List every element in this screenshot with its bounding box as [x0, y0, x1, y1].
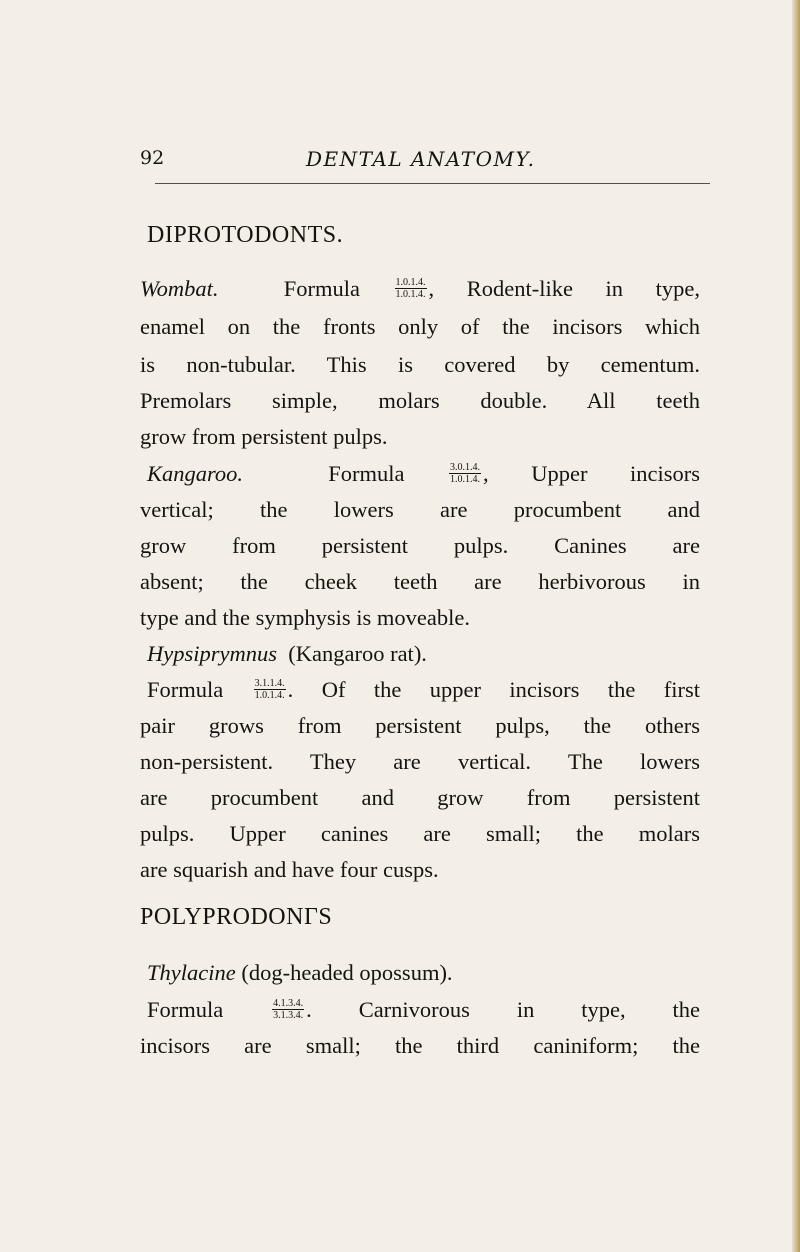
text-line: enamel on the fronts only of the incisors which	[140, 314, 700, 339]
header-rule	[155, 183, 710, 184]
dental-formula-hypsiprymnus: $\frac{3.1.1.4.}{1.0.1.4.}$	[254, 678, 285, 702]
formula-label: Formula	[147, 997, 224, 1022]
text-line: are procumbent and grow from persistent	[140, 785, 700, 810]
text-line: Formula $\frac{4.1.3.4.}{3.1.3.4.}$ . Carnivorous in type, the	[147, 997, 700, 1022]
section-heading-polyprotodonts: POLYPRODONΓS	[140, 904, 333, 930]
text-line: grow from persistent pulps. Canines are	[140, 533, 700, 558]
text-line: type and the symphysis is moveable.	[140, 605, 470, 630]
text-line	[147, 960, 453, 986]
formula-label: Formula	[283, 276, 360, 301]
text-line: vertical; the lowers are procumbent and	[140, 497, 700, 522]
section-heading-diprotodonts: DIPROTODONTS.	[147, 222, 344, 248]
dental-formula-thylacine: $\frac{4.1.3.4.}{3.1.3.4.}$	[273, 998, 304, 1022]
species-name-wombat: Wombat.	[140, 276, 219, 301]
formula-label: Formula	[328, 461, 405, 486]
text-line: Formula $\frac{3.1.1.4.}{1.0.1.4.}$ . Of the upper incisors the first	[147, 677, 700, 702]
text-line: is non-tubular. This is covered by cementum.	[140, 352, 700, 377]
dental-formula-wombat: $\frac{1.0.1.4.}{1.0.1.4.}$	[395, 277, 426, 301]
text-line: non-persistent. They are vertical. The lowers	[140, 749, 700, 774]
page-edge	[792, 0, 800, 1252]
text-line: pulps. Upper canines are small; the molars	[140, 821, 700, 846]
dental-formula-kangaroo: $\frac{3.0.1.4.}{1.0.1.4.}$	[450, 462, 481, 486]
text-line: Wombat. Formula $\frac{1.0.1.4.}{1.0.1.4.}$ , Rodent-like in type,	[140, 276, 700, 301]
species-name-kangaroo: Kangaroo.	[147, 461, 244, 486]
formula-label: Formula	[147, 677, 224, 702]
text-line: pair grows from persistent pulps, the others	[140, 713, 700, 738]
text-line: Premolars simple, molars double. All teeth	[140, 388, 700, 413]
species-name-thylacine: Thylacine	[147, 960, 236, 985]
common-name-hypsiprymnus: (Kangaroo rat).	[288, 641, 427, 666]
text-line: grow from persistent pulps.	[140, 424, 388, 449]
running-head	[140, 147, 700, 175]
running-title: DENTAL ANATOMY.	[306, 147, 536, 171]
text-line: Kangaroo. Formula $\frac{3.0.1.4.}{1.0.1.4.}$ , Upper incisors	[147, 461, 701, 486]
text-line: incisors are small; the third caniniform; the	[140, 1033, 700, 1058]
text-line: absent; the cheek teeth are herbivorous in	[140, 569, 700, 594]
text-line	[147, 641, 427, 667]
page-number: 92	[140, 147, 165, 169]
text-line: are squarish and have four cusps.	[140, 857, 439, 882]
common-name-thylacine: (dog-headed opossum).	[241, 960, 453, 985]
species-name-hypsiprymnus: Hypsiprymnus	[147, 641, 277, 666]
